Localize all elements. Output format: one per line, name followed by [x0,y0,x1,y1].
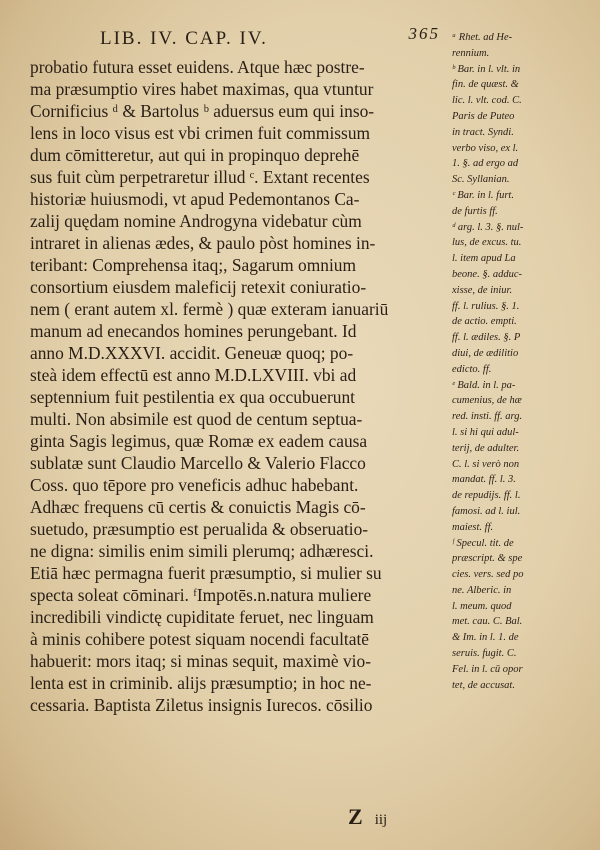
margin-note-line: rennium. [452,47,490,59]
text-line: ma præsumptio vires habet maximas, qua vtuntur [30,79,374,99]
margin-note-line: ᶠ Specul. tit. de [452,537,514,549]
text-line: Coss. quo tēpore pro veneficis adhuc habebant. [30,475,359,495]
margin-note-line: diui, de ædilitio [452,347,519,359]
text-line: suetudo, præsumptio est perualida & obseruatio- [30,519,369,539]
margin-note-line: C. l. si verò non [452,458,520,470]
margin-note-line: seruis. fugit. C. [452,648,517,660]
main-text-block [30,56,448,716]
text-line: historiæ huiusmodi, vt apud Pedemontanos Ca- [30,189,360,209]
margin-note-line: lic. l. vlt. cod. C. [452,95,522,107]
text-line: sublatæ sunt Claudio Marcello & Valerio Flacco [30,453,366,473]
text-line: probatio futura esset euidens. Atque hæc postre- [30,57,365,77]
margin-note-line: xisse, de iniur. [452,284,513,296]
margin-note-line: ff. l. ædiles. §. P [452,332,521,344]
signature-letter: Z [348,804,363,829]
text-line: incredibili vindictę cupiditate feruet, nec linguam [30,607,374,627]
margin-note-line: Paris de Puteo [452,110,515,122]
text-line: habuerit: mors itaq; si minas sequit, maximè vio- [30,651,371,671]
text-line: intraret in alienas ædes, & paulo pòst homines in- [30,233,376,253]
margin-note-line: mandat. ff. l. 3. [452,474,516,486]
margin-note-line: ᵈ arg. l. 3. §. nul- [452,221,524,233]
text-line: cessaria. Baptista Ziletus insignis Iurecos. cōsilio [30,695,373,715]
text-line: dum cōmitteretur, aut qui in propinquo deprehē [30,145,360,165]
text-line: lenta est in criminib. alijs præsumptio; in hoc ne- [30,673,372,693]
margin-note-line: fin. de quæst. & [452,79,519,91]
margin-note-line: ᵉ Bald. in l. pa- [452,379,516,391]
margin-note-line: cumenius, de hæ [452,395,522,407]
text-line: sus fuit cùm perpetraretur illud ᶜ. Extant recentes [30,167,370,187]
margin-note-line: & Im. in l. 1. de [452,632,519,644]
margin-note-line: lus, de excus. tu. [452,237,522,249]
text-line: Cornificius ᵈ & Bartolus ᵇ aduersus eum qui inso- [30,101,375,121]
margin-note-line: ᵇ Bar. in l. vlt. in [452,63,521,75]
margin-note-line: præscript. & spe [452,553,523,565]
text-line: consortium eiusdem maleficij retexit coniuratio- [30,277,367,297]
margin-note-line: tet, de accusat. [452,679,515,691]
margin-note-line: red. insti. ff. arg. [452,411,523,423]
margin-note-line: terij, de adulter. [452,442,520,454]
text-line: lens in loco visus est vbi crimen fuit commissum [30,123,371,143]
marginal-notes [452,30,598,693]
margin-note-line: verbo viso, ex l. [452,142,519,154]
text-line: Etiā hæc permagna fuerit præsumptio, si mulier su [30,563,382,583]
margin-note-line: Sc. Syllanian. [452,174,510,186]
text-line: nem ( erant autem xl. fermè ) quæ exteram ianuariū [30,299,389,319]
margin-note-line: edicto. ff. [452,363,492,375]
text-line: Adhæc frequens cū certis & conuictis Magis cō- [30,497,366,517]
text-line: septennium fuit pestilentia ex qua occubuerunt [30,387,356,407]
text-line: zalij quędam nomine Androgyna videbatur cùm [30,211,362,231]
text-line: multi. Non absimile est quod de centum septua- [30,409,363,429]
text-line: ginta Sagis legimus, quæ Romæ ex eadem causa [30,431,368,451]
margin-note-line: l. meum. quod [452,600,512,612]
margin-note-line: l. item apud La [452,253,516,265]
page-header [100,24,440,52]
margin-note-line: de repudijs. ff. l. [452,490,521,502]
folio-number: 365 [408,24,440,43]
margin-note-line: ff. l. rulius. §. 1. [452,300,520,312]
text-line: à minis cohibere potest siquam nocendi facultatē [30,629,370,649]
margin-note-line: maiest. ff. [452,521,494,533]
margin-note-line: 1. §. ad ergo ad [452,158,519,170]
running-head: LIB. IV. CAP. IV. [100,28,268,49]
margin-note-line: ne. Alberic. in [452,584,512,596]
text-line: ne digna: similis enim simili plerumq; adhæresci. [30,541,374,561]
margin-note-line: l. si hi qui adul- [452,426,519,438]
margin-note-line: met. cau. C. Bal. [452,616,523,628]
text-line: teribant: Comprehensa itaq;, Sagarum omnium [30,255,357,275]
margin-note-line: cies. vers. sed po [452,569,524,581]
text-line: steà idem effectū est anno M.D.LXVIII. vbi ad [30,365,357,385]
text-line: specta soleat cōminari. ᶠImpotēs.n.natura muliere [30,585,372,605]
margin-note-line: Fel. in l. cū opor [452,663,523,675]
signature-mark [348,804,387,830]
margin-note-line: de furtis ff. [452,205,498,217]
text-line: anno M.D.XXXVI. accidit. Geneuæ quoq; po- [30,343,354,363]
margin-note-line: famosi. ad l. iul. [452,505,521,517]
margin-note-line: ᵃ Rhet. ad He- [452,32,513,43]
margin-note-line: in tract. Syndi. [452,126,514,138]
margin-note-line: beone. §. adduc- [452,268,522,280]
signature-number: iij [374,812,388,828]
margin-note-line: ᶜ Bar. in l. furt. [452,189,514,201]
text-line: manum ad enecandos homines perungebant. Id [30,321,357,341]
margin-note-line: de actio. empti. [452,316,517,328]
